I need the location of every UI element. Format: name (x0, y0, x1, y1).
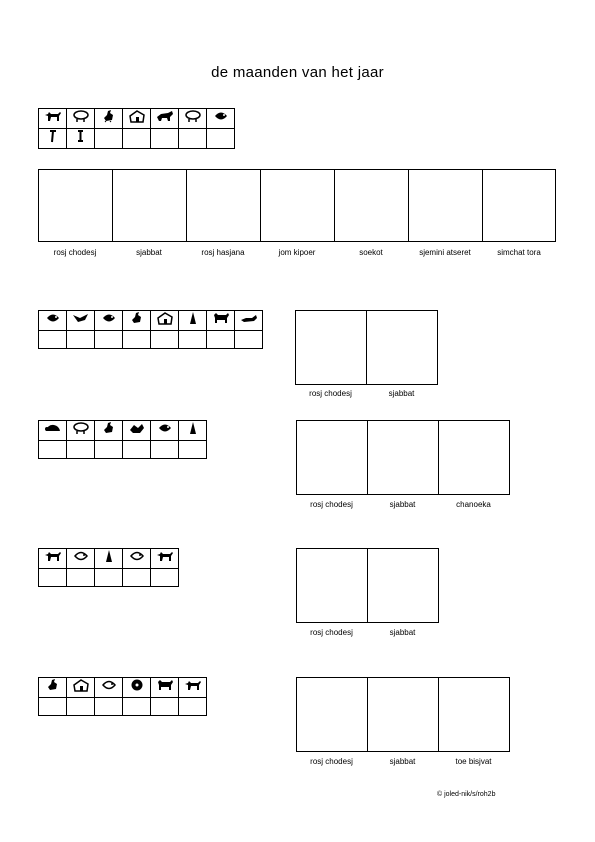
answer-box[interactable] (367, 548, 439, 623)
answer-box[interactable] (295, 310, 367, 385)
answer-boxes (38, 169, 556, 242)
answer-box[interactable] (438, 420, 510, 495)
fish-glyph-icon (72, 549, 90, 563)
answer-box[interactable] (296, 548, 368, 623)
fish-glyph-icon (212, 109, 230, 123)
answer-box[interactable] (367, 420, 439, 495)
cock-glyph-icon (44, 678, 62, 692)
box-labels (296, 626, 438, 640)
pig-glyph-icon (72, 109, 90, 123)
lion-glyph-icon (156, 109, 174, 123)
answer-box[interactable] (367, 677, 439, 752)
answer-box[interactable] (366, 310, 438, 385)
box-labels (296, 498, 509, 512)
bird-glyph-icon (128, 421, 146, 435)
box-label: rosj chodesj (53, 248, 97, 257)
figure-glyph-icon (44, 129, 62, 143)
box-label: rosj hasjana (201, 248, 245, 257)
box-label: soekot (359, 248, 383, 257)
box-label: rosj chodesj (310, 757, 353, 766)
cock-glyph-icon (100, 109, 118, 123)
turtle-glyph-icon (44, 421, 62, 435)
answer-box[interactable] (296, 677, 368, 752)
cow-glyph-icon (156, 678, 174, 692)
box-label: sjabbat (389, 628, 416, 637)
symbol-grid (38, 310, 263, 349)
flower-glyph-icon (128, 678, 146, 692)
fish-glyph-icon (44, 311, 62, 325)
lion-glyph-icon (240, 311, 258, 325)
box-labels (295, 387, 437, 401)
answer-box[interactable] (334, 169, 409, 242)
symbol-grid (38, 548, 179, 587)
dog-glyph-icon (184, 678, 202, 692)
pig-glyph-icon (72, 421, 90, 435)
symbol-grid (38, 420, 207, 459)
answer-box[interactable] (408, 169, 483, 242)
answer-box[interactable] (112, 169, 187, 242)
dog-glyph-icon (156, 549, 174, 563)
answer-boxes (296, 420, 510, 495)
box-label: rosj chodesj (310, 500, 353, 509)
box-label: chanoeka (456, 500, 491, 509)
cow-glyph-icon (212, 311, 230, 325)
box-label: rosj chodesj (310, 628, 353, 637)
box-label: sjabbat (389, 757, 416, 766)
box-label: rosj chodesj (309, 389, 352, 398)
box-labels (38, 246, 556, 260)
symbol-grid (38, 108, 235, 149)
fish-glyph-icon (100, 311, 118, 325)
box-label: sjemini atseret (419, 248, 471, 257)
candle-glyph-icon (184, 311, 202, 325)
answer-boxes (295, 310, 438, 385)
cock-glyph-icon (100, 421, 118, 435)
answer-boxes (296, 548, 439, 623)
candle-glyph-icon (184, 421, 202, 435)
page-title: de maanden van het jaar (211, 64, 384, 81)
box-labels (296, 755, 509, 769)
house-glyph-icon (128, 109, 146, 123)
fish-glyph-icon (100, 678, 118, 692)
candle-glyph-icon (100, 549, 118, 563)
copyright-note: © joled-nik/s/roh2b (437, 791, 496, 798)
pig-glyph-icon (184, 109, 202, 123)
fish-glyph-icon (128, 549, 146, 563)
box-label: simchat tora (497, 248, 541, 257)
house-glyph-icon (72, 678, 90, 692)
answer-boxes (296, 677, 510, 752)
figure-glyph-icon (72, 129, 90, 143)
answer-box[interactable] (438, 677, 510, 752)
answer-box[interactable] (482, 169, 556, 242)
box-label: sjabbat (388, 389, 415, 398)
cock-glyph-icon (128, 311, 146, 325)
answer-box[interactable] (186, 169, 261, 242)
box-label: sjabbat (136, 248, 162, 257)
answer-box[interactable] (296, 420, 368, 495)
box-label: jom kipoer (278, 248, 316, 257)
dog-glyph-icon (44, 109, 62, 123)
house-glyph-icon (156, 311, 174, 325)
dog-glyph-icon (44, 549, 62, 563)
answer-box[interactable] (260, 169, 335, 242)
fish-glyph-icon (156, 421, 174, 435)
box-label: toe bisjvat (455, 757, 492, 766)
bird-glyph-icon (72, 311, 90, 325)
answer-box[interactable] (38, 169, 113, 242)
box-label: sjabbat (389, 500, 416, 509)
symbol-grid (38, 677, 207, 716)
